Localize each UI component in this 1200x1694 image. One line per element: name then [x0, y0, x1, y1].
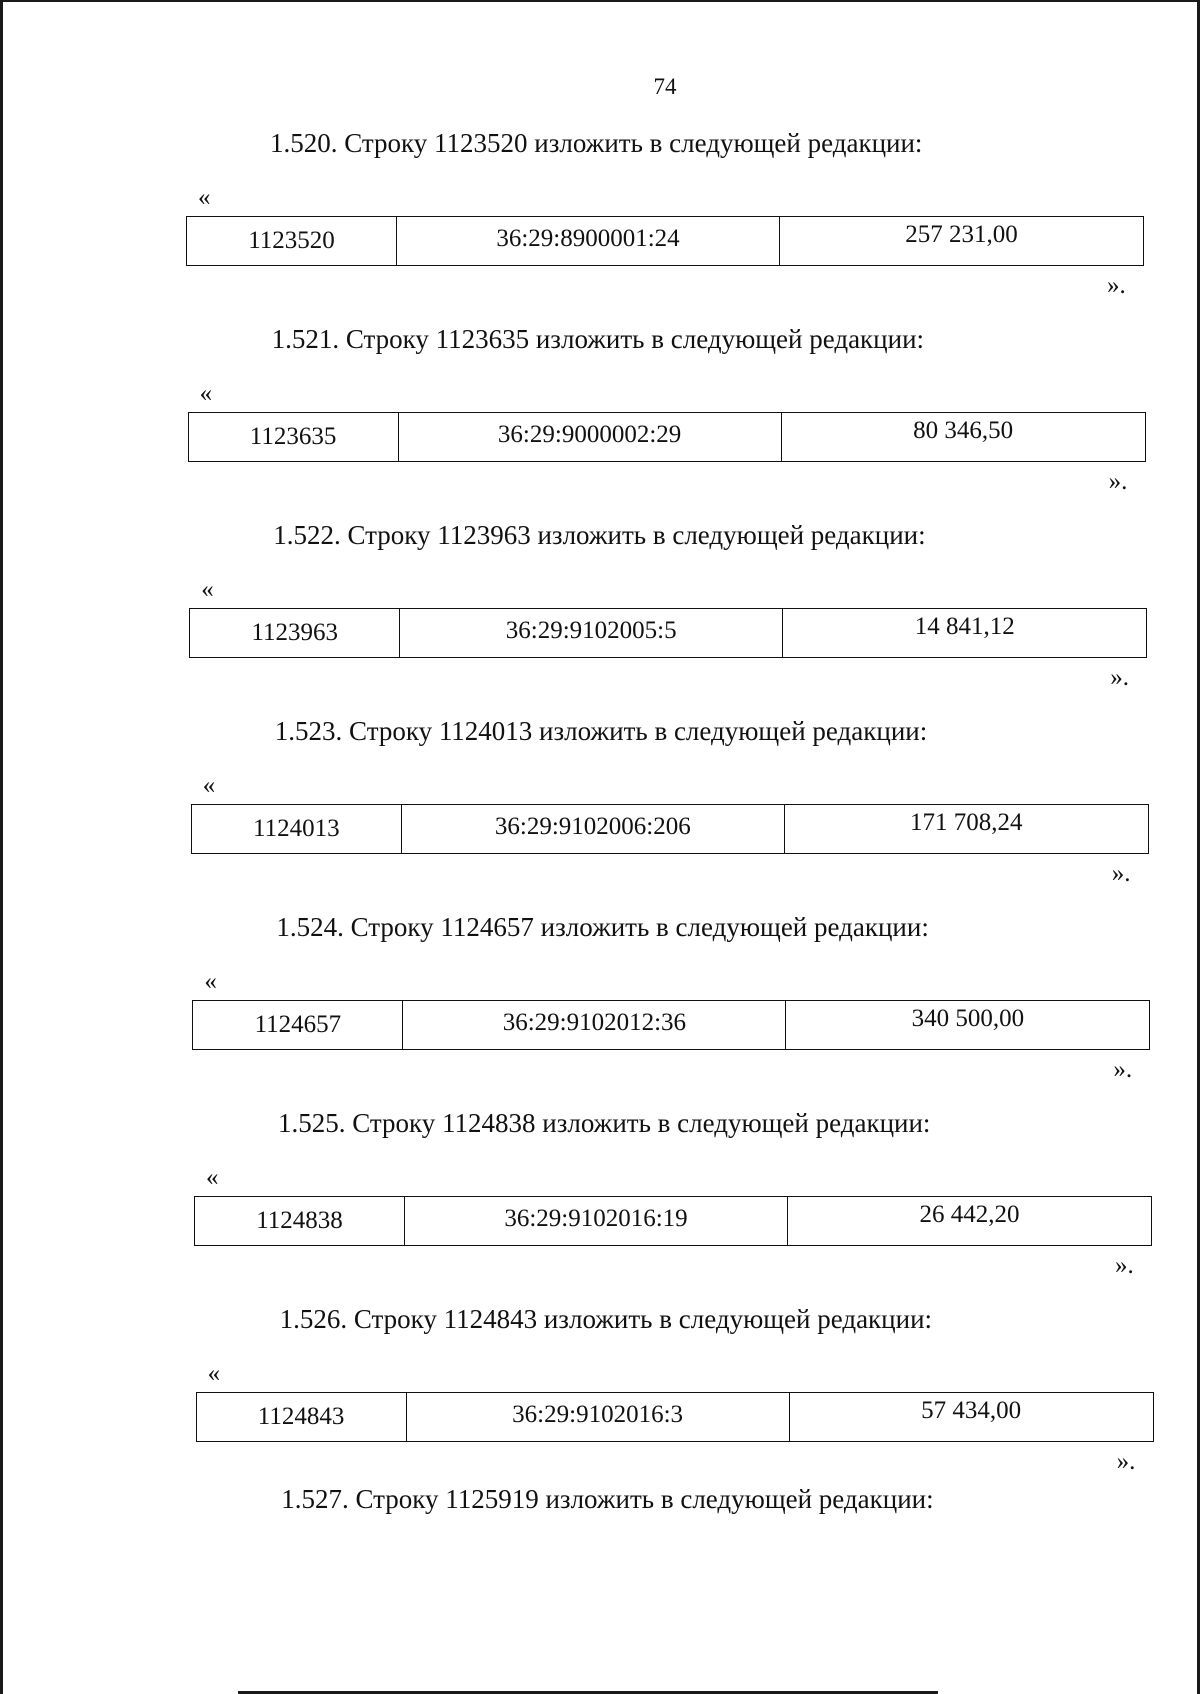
cadastral-number-cell: 36:29:9000002:29: [399, 413, 782, 461]
cadastral-number-cell: 36:29:9102005:5: [400, 609, 783, 657]
amendment-heading: 1.521. Строку 1123635 изложить в следующей редакции:: [271, 324, 925, 354]
amendment-entry: [0, 128, 1200, 324]
table-row: [186, 216, 1144, 266]
table-row: [188, 412, 1146, 462]
closing-quote: ».: [1113, 1056, 1133, 1083]
closing-quote: ».: [1107, 272, 1126, 299]
cadastral-number-cell: 36:29:9102016:19: [405, 1197, 788, 1245]
cadastral-number-cell: 36:29:9102016:3: [407, 1393, 790, 1441]
opening-quote: «: [199, 380, 213, 407]
amendment-entry-final: [11, 1484, 1200, 1680]
amendment-entry: [2, 324, 1200, 520]
amendment-entry: [6, 912, 1200, 1108]
amendment-entry: [8, 1108, 1200, 1304]
row-number-cell: 1124013: [192, 805, 402, 853]
amendment-heading: 1.525. Строку 1124838 изложить в следующей редакции:: [278, 1108, 931, 1138]
amendment-entry: [5, 716, 1200, 912]
closing-quote: ».: [1111, 860, 1131, 887]
opening-quote: «: [202, 772, 216, 799]
row-number-cell: 1123635: [189, 413, 399, 461]
row-number-cell: 1123963: [190, 609, 400, 657]
closing-quote: ».: [1108, 468, 1128, 495]
closing-quote: ».: [1115, 1252, 1134, 1279]
row-number-cell: 1124843: [197, 1393, 407, 1441]
cadastral-number-cell: 36:29:9102012:36: [403, 1001, 786, 1049]
value-cell: 171 708,24: [910, 809, 1023, 836]
table-row: [189, 608, 1147, 658]
row-number-cell: 1124657: [193, 1001, 403, 1049]
closing-quote: ».: [1116, 1448, 1136, 1475]
table-row: [191, 804, 1149, 854]
value-cell: 14 841,12: [914, 613, 1015, 640]
closing-quote: ».: [1110, 664, 1129, 691]
opening-quote: «: [206, 1164, 219, 1191]
table-row: [194, 1196, 1152, 1246]
amendment-heading: 1.520. Строку 1123520 изложить в следующей редакции:: [270, 128, 923, 158]
row-number-cell: 1123520: [187, 217, 397, 265]
row-number-cell: 1124838: [195, 1197, 405, 1245]
amendment-heading: 1.526. Строку 1124843 изложить в следующей редакции:: [279, 1304, 933, 1334]
value-cell: 26 442,20: [919, 1201, 1020, 1228]
page-number: 74: [653, 74, 677, 99]
amendment-heading: 1.523. Строку 1124013 изложить в следующей редакции:: [274, 716, 928, 746]
value-cell: 257 231,00: [905, 221, 1018, 248]
cadastral-number-cell: 36:29:9102006:206: [402, 805, 785, 853]
cadastral-number-cell: 36:29:8900001:24: [397, 217, 780, 265]
opening-quote: «: [207, 1360, 221, 1387]
table-row: [196, 1392, 1154, 1442]
amendment-entry: [10, 1304, 1200, 1500]
opening-quote: «: [201, 576, 214, 603]
amendment-heading: 1.524. Строку 1124657 изложить в следующей редакции:: [276, 912, 929, 942]
value-cell: 57 434,00: [921, 1397, 1022, 1424]
amendment-entry: [3, 520, 1200, 716]
table-row: [192, 1000, 1150, 1050]
amendment-heading: 1.527. Строку 1125919 изложить в следующей редакции:: [281, 1484, 934, 1514]
value-cell: 340 500,00: [911, 1005, 1025, 1032]
opening-quote: «: [204, 968, 217, 995]
amendment-heading: 1.522. Строку 1123963 изложить в следующей редакции:: [273, 520, 926, 550]
value-cell: 80 346,50: [913, 417, 1014, 444]
opening-quote: «: [198, 184, 211, 211]
